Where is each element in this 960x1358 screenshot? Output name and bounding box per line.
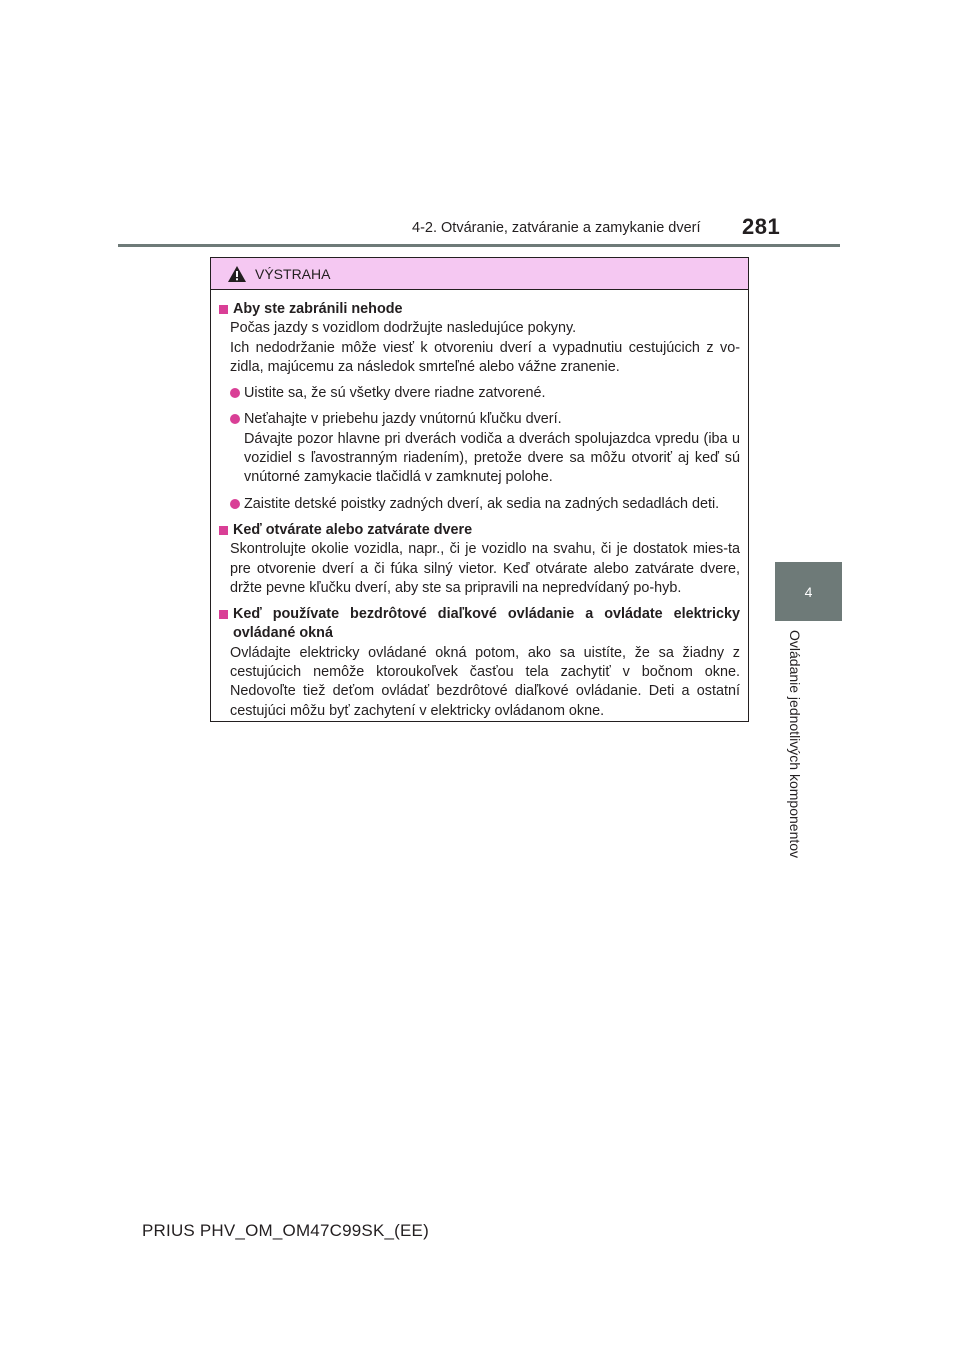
round-bullet-icon [230, 388, 240, 398]
paragraph: Počas jazdy s vozidlom dodržujte nasledujúce pokyny. [230, 320, 577, 337]
paragraph: Skontrolujte okolie vozidla, napr., či je vozidlo na svahu, či je dostatok mies-ta pre otvorenie dverí a či fúka silný vietor. Keď otvárate alebo zatvárate dvere, držte pevne kľučku dverí, aby ste sa pripravili na nepredvídaný po-hyb. [230, 541, 740, 596]
page-number: 281 [742, 214, 781, 239]
section-heading: Keď otvárate alebo zatvárate dvere [219, 521, 740, 540]
warning-header [211, 258, 748, 290]
chapter-title: Ovládanie jednotlivých komponentov [787, 630, 803, 859]
warning-triangle-icon [227, 265, 247, 283]
bullet-item: Uistite sa, že sú všetky dvere riadne zatvorené. [219, 384, 740, 403]
bullet-item: Zaistite detské poistky zadných dverí, ak sedia na zadných sedadlách deti. [219, 495, 740, 514]
section-heading: Aby ste zabránili nehode [219, 300, 740, 319]
chapter-number: 4 [804, 583, 813, 600]
warning-section [219, 300, 740, 514]
section-heading: Keď používate bezdrôtové diaľkové ovládanie a ovládate elektricky ovládané okná [219, 605, 740, 644]
bullet-item: Neťahajte v priebehu jazdy vnútornú kľučku dverí. Dávajte pozor hlavne pri dverách vodiča a dverách spolujazdca vpredu (iba u vozidiel s ľavostranným riadením), pretože dvere sa môžu otvoriť aj keď sú vnútorné zamykacie tlačidlá v zamknutej polohe. [219, 410, 740, 487]
paragraph: Ich nedodržanie môže viesť k otvoreniu dverí a vypadnutiu cestujúcich z vo-zidla, majúcemu za následok smrteľné alebo vážne zranenie. [230, 339, 740, 375]
square-bullet-icon [219, 610, 228, 619]
document-code: PRIUS PHV_OM_OM47C99SK_(EE) [142, 1221, 429, 1240]
square-bullet-icon [219, 305, 228, 314]
warning-body [211, 290, 748, 721]
header-divider [118, 244, 840, 247]
round-bullet-icon [230, 499, 240, 509]
warning-section [219, 521, 740, 598]
warning-box [210, 257, 749, 722]
square-bullet-icon [219, 526, 228, 535]
warning-heading: VÝSTRAHA [255, 265, 331, 282]
paragraph: Ovládajte elektricky ovládané okná potom, ako sa uistíte, že sa žiadny z cestujúcich nemôže ktoroukoľvek časťou tela zachytiť v bočnom okne. Nedovoľte tiež deťom ovládať bezdrôtové diaľkové ovládanie. Deti a ostatní cestujúci môžu byť zachytení v elektricky ovládanom okne. [230, 644, 740, 719]
section-title: 4-2. Otváranie, zatváranie a zamykanie dverí [412, 220, 701, 236]
chapter-tab[interactable] [775, 562, 842, 621]
chapter-title-container [776, 630, 816, 870]
round-bullet-icon [230, 414, 240, 424]
warning-section [219, 605, 740, 721]
